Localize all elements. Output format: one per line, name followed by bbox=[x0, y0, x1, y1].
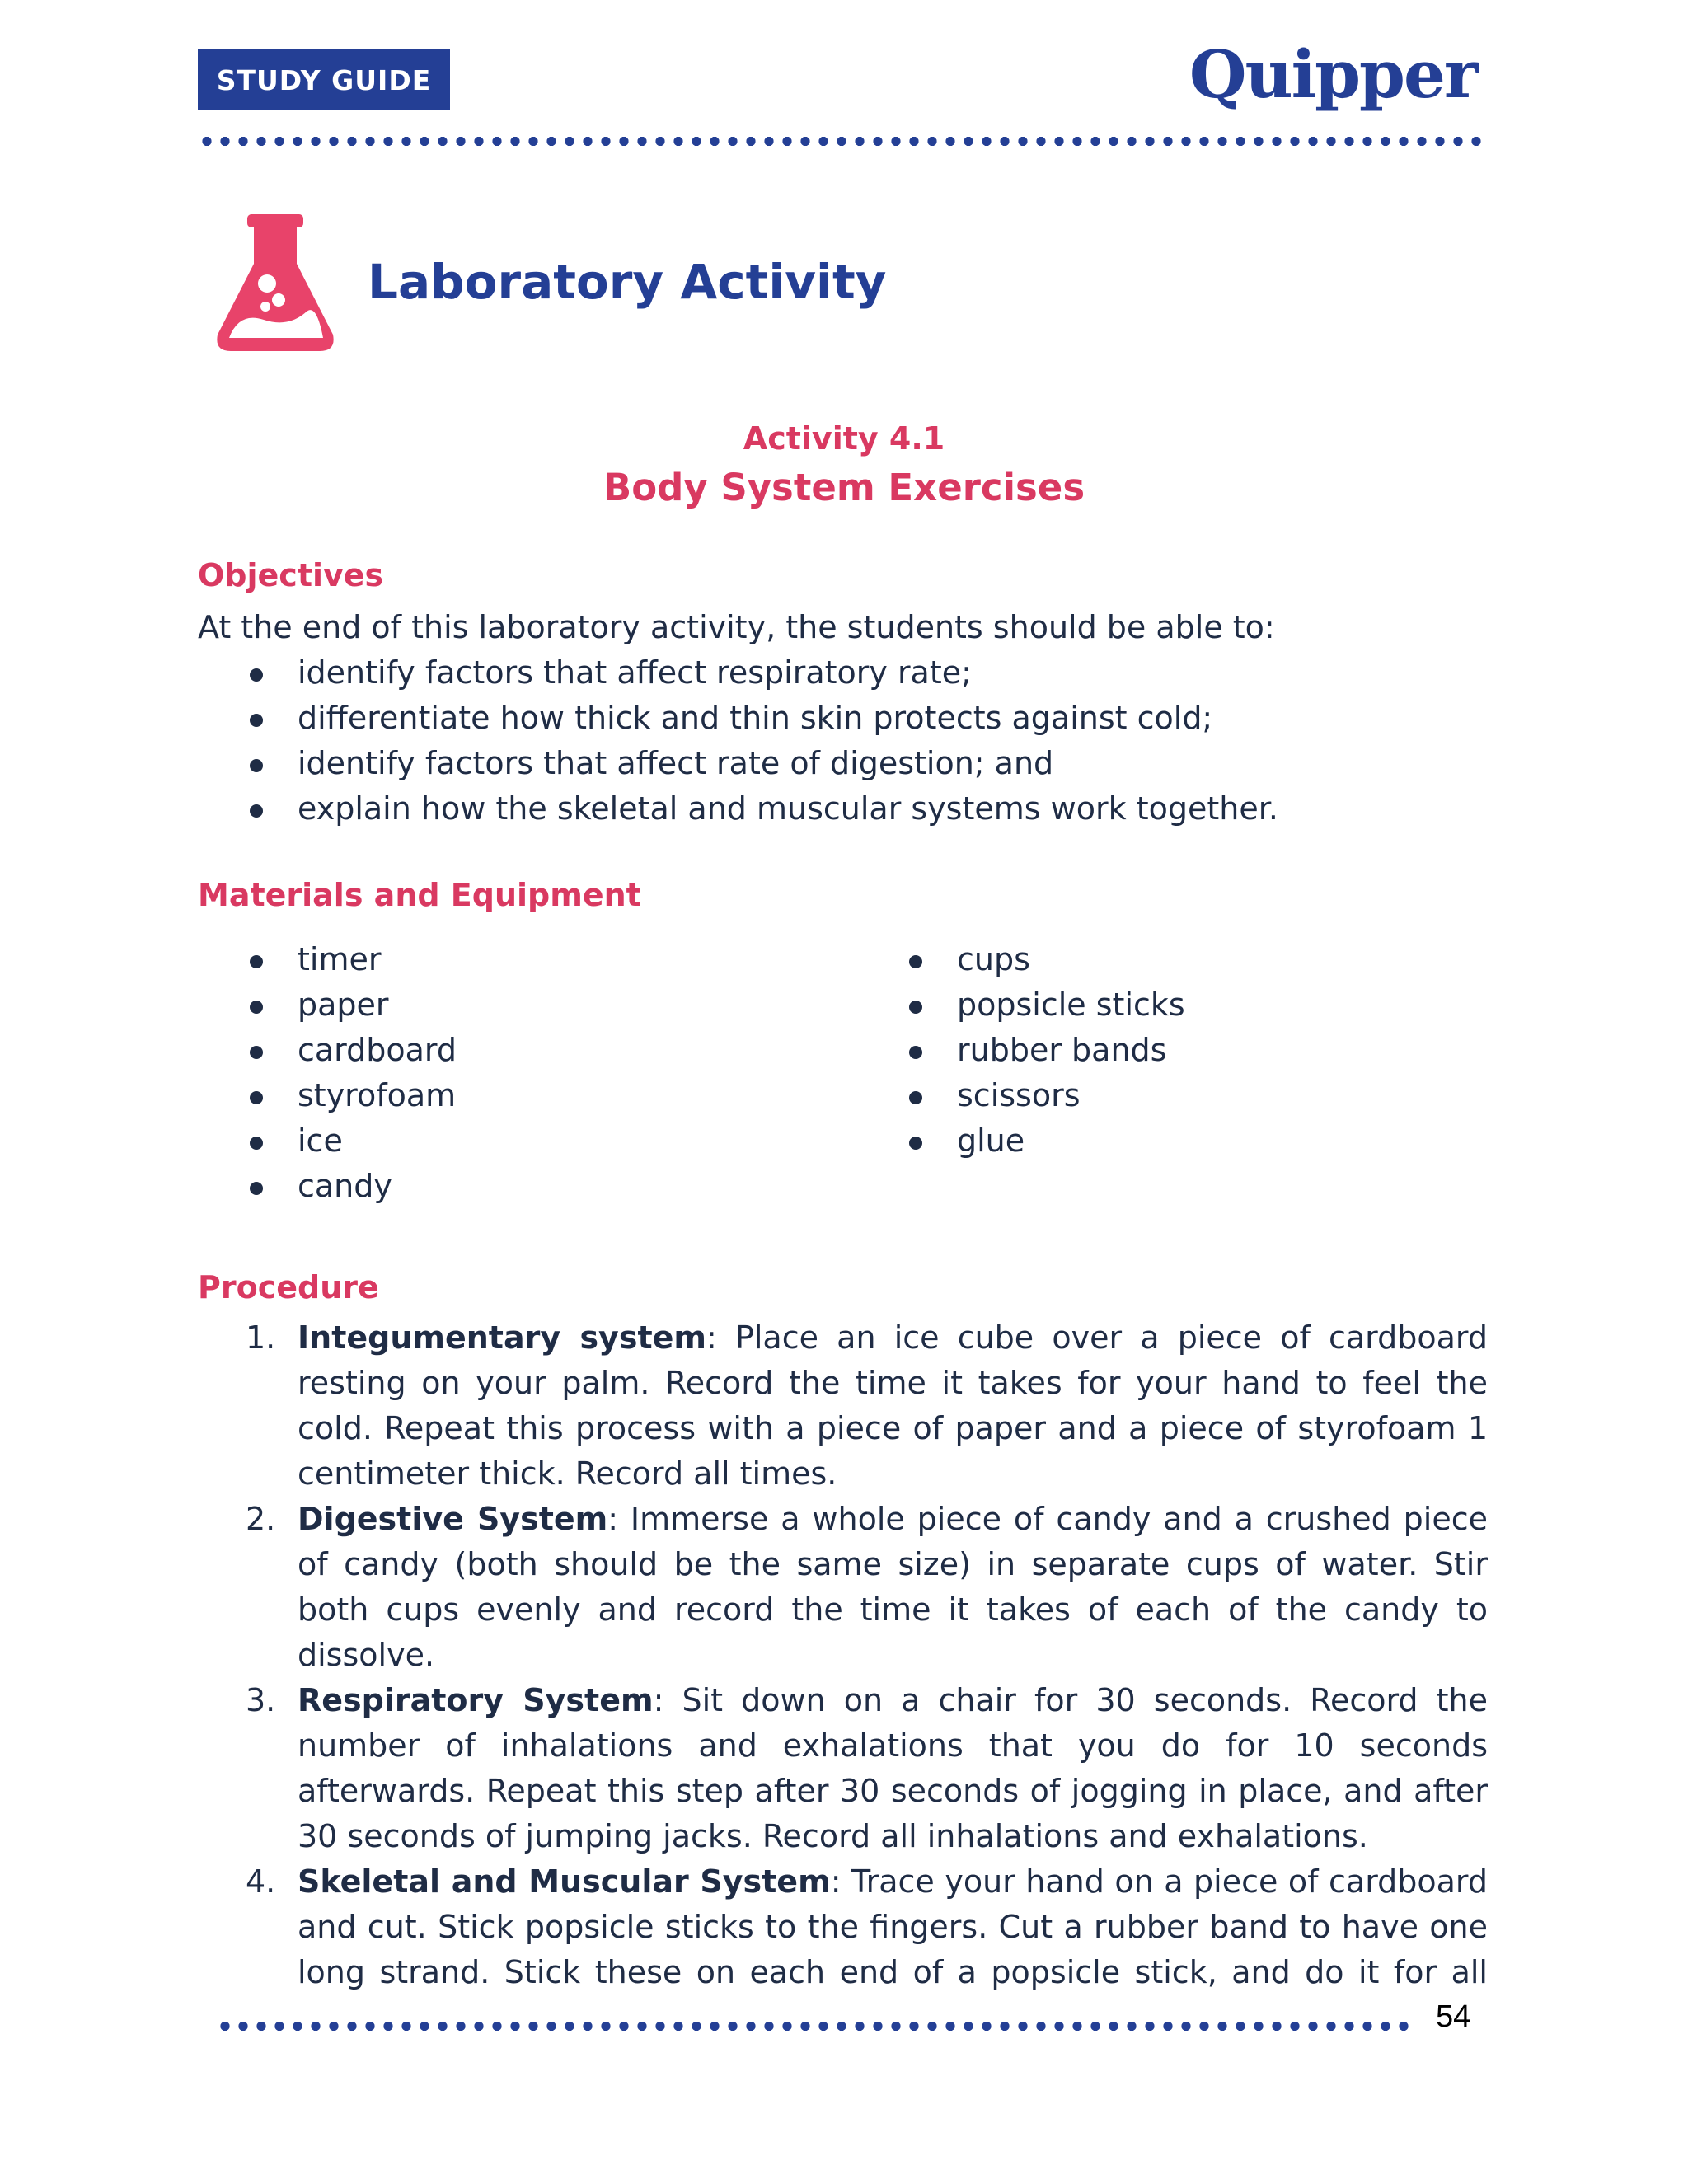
list-item: ice bbox=[198, 1118, 791, 1164]
step-text: : Trace your hand on a piece of cardboard and cut. Stick popsicle sticks to the fingers. Cut a rubber band to have one long strand. Stick these on each end of a popsicle stick, and do it for all bbox=[298, 1863, 1489, 1990]
procedure-step bbox=[198, 1315, 1488, 1497]
activity-name: Body System Exercises bbox=[603, 466, 1085, 509]
flask-icon bbox=[214, 214, 336, 351]
lab-activity-title: Laboratory Activity bbox=[368, 254, 887, 310]
list-item: cups bbox=[857, 937, 1451, 982]
step-number: 3. bbox=[246, 1682, 276, 1718]
procedure-step bbox=[198, 1859, 1488, 1995]
quipper-logo: Quipper bbox=[1189, 35, 1477, 113]
step-text: : Sit down on a chair for 30 seconds. Record the number of inhalations and exhalations that you do for 10 seconds afterwards. Repeat this step after 30 seconds of jogging in place, and after 30 seconds of jumping jacks. Record all inhalations and exhalations. bbox=[298, 1682, 1488, 1854]
step-number: 2. bbox=[246, 1501, 276, 1537]
step-text: : Immerse a whole piece of candy and a crushed piece of candy (both should be the same size) in separate cups of water. Stir both cups evenly and record the time it takes of each of the candy to dissolve. bbox=[298, 1501, 1488, 1673]
list-item: popsicle sticks bbox=[857, 982, 1451, 1028]
step-term: Integumentary system bbox=[298, 1319, 706, 1356]
materials-list-right bbox=[857, 937, 1451, 1164]
activity-number: Activity 4.1 bbox=[743, 420, 945, 457]
procedure-step bbox=[198, 1678, 1488, 1859]
step-text: : Place an ice cube over a piece of cardboard resting on your palm. Record the time it takes for your hand to feel the cold. Repeat this process with a piece of paper and a piece of styrofoam 1 centimeter thick. Record all times. bbox=[298, 1319, 1488, 1492]
list-item: paper bbox=[198, 982, 791, 1028]
step-number: 1. bbox=[246, 1319, 276, 1356]
objectives-heading: Objectives bbox=[198, 557, 384, 593]
list-item: styrofoam bbox=[198, 1073, 791, 1118]
step-number: 4. bbox=[246, 1863, 276, 1900]
procedure-list bbox=[198, 1315, 1488, 1995]
procedure-heading: Procedure bbox=[198, 1269, 379, 1305]
materials-heading: Materials and Equipment bbox=[198, 877, 641, 913]
objectives-intro: At the end of this laboratory activity, the students should be able to: bbox=[198, 609, 1275, 645]
step-term: Skeletal and Muscular System bbox=[298, 1863, 831, 1900]
page-number: 54 bbox=[1436, 1999, 1471, 2034]
list-item: rubber bands bbox=[857, 1028, 1451, 1073]
footer-dotted-divider bbox=[216, 2022, 1409, 2031]
list-item: timer bbox=[198, 937, 791, 982]
list-item: candy bbox=[198, 1164, 791, 1209]
step-term: Digestive System bbox=[298, 1501, 608, 1537]
procedure-step bbox=[198, 1497, 1488, 1678]
list-item: cardboard bbox=[198, 1028, 791, 1073]
list-item: differentiate how thick and thin skin protects against cold; bbox=[198, 696, 1488, 741]
header-dotted-divider bbox=[198, 137, 1488, 146]
materials-list-left bbox=[198, 937, 791, 1209]
list-item: explain how the skeletal and muscular systems work together. bbox=[198, 786, 1488, 832]
list-item: identify factors that affect respiratory rate; bbox=[198, 650, 1488, 696]
list-item: identify factors that affect rate of digestion; and bbox=[198, 741, 1488, 786]
list-item: glue bbox=[857, 1118, 1451, 1164]
step-term: Respiratory System bbox=[298, 1682, 654, 1718]
objectives-list bbox=[198, 650, 1488, 832]
study-guide-badge: STUDY GUIDE bbox=[198, 49, 450, 110]
list-item: scissors bbox=[857, 1073, 1451, 1118]
